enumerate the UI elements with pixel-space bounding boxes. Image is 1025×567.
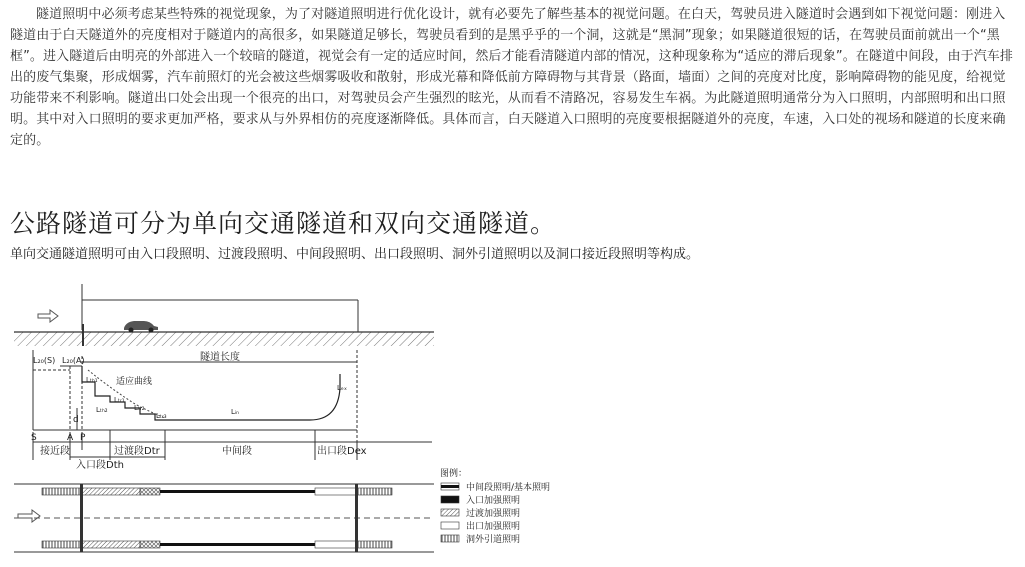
label-segment-transition: 过渡段Dtr [114,446,160,457]
legend-title: 图例： [440,469,468,479]
tunnel-profile [14,284,434,346]
intro-paragraph: 隧道照明中必须考虑某些特殊的视觉现象，为了对隧道照明进行优化设计，就有必要先了解些基本的视觉问题。在白天，驾驶员进入隧道时会遇到如下视觉问题：刚进入隧道由于白天隧道外的亮度相对于隧道内的高很多，如果隧道足够长，驾驶员看到的是黑乎乎的一个洞，这就是“黑洞”现象；如果隧道很短的话，在驾驶员面前就出一个“黑框”。进入隧道后由明亮的外部进入一个较暗的隧道，视觉会有一定的适应时间，然后才能看清隧道内部的情况，这种现象称为“适应的滞后现象”。在隧道中间段，由于汽车排出的废气集聚，形成烟雾，汽车前照灯的光会被这些烟雾吸收和散射，形成光幕和降低前方障碍物与其背景（路面，墙面）之间的亮度对比度，影响障碍物的能见度，给视觉功能带来不利影响。隧道出口处会出现一个很亮的出口，对驾驶员会产生强烈的眩光，从而看不清路况，容易发生车祸。为此隧道照明通常分为入口照明，内部照明和出口照明。其中对入口照明的要求更加严格，要求从与外界相仿的亮度逐渐降低。具体而言，白天隧道入口照明的亮度要根据隧道外的亮度，车速，入口处的视场和隧道的长度来确定的。 [10,7,1014,148]
car-icon [124,321,158,333]
plan-direction-arrow-icon [18,510,40,522]
label-tunnel-length: 隧道长度 [200,352,240,363]
legend-item-transition: 过渡加强照明 [466,509,521,519]
luminance-graph [33,350,432,460]
section-subline: 单向交通隧道照明可由入口段照明、过渡段照明、中间段照明、出口段照明、洞外引道照明以及洞口接近段照明等构成。 [10,247,700,262]
label-lex: Lₑₓ [337,384,347,392]
section-heading: 公路隧道可分为单向交通隧道和双向交通隧道。 [10,209,557,238]
legend-item-middle: 中间段照明/基本照明 [466,483,551,493]
label-l20a: L₂₀(A) [62,356,85,365]
label-point-p: P [80,433,86,443]
label-point-s: S [31,433,37,443]
legend-item-exit: 出口加强照明 [466,522,521,532]
label-adapt-curve: 适应曲线 [116,377,153,387]
label-d: d [73,415,79,425]
road-plan-view [14,484,434,552]
label-segment-approach: 接近段 [40,446,70,457]
label-lin: Lᵢₙ [231,408,239,416]
tunnel-lighting-diagram [0,270,1025,567]
label-segment-entrance: 入口段Dth [76,460,124,471]
label-point-a: A [67,433,74,443]
label-segment-middle: 中间段 [222,446,252,457]
legend-item-approach-road: 洞外引道照明 [466,535,521,545]
label-lth2: Lₜₕ₂ [96,406,108,414]
label-ltr2: Lₜᵣ₂ [134,404,145,412]
label-ltr1: Lₜᵣ₁ [114,396,125,404]
traffic-direction-arrow-icon [38,310,58,322]
label-l20s: L₂₀(S) [33,356,56,365]
label-lth1: Lₜₕ₁ [86,376,98,384]
label-segment-exit: 出口段Dex [317,446,367,457]
legend-item-entrance: 入口加强照明 [466,496,521,506]
legend [440,467,550,545]
label-ltr3: Lₜᵣ₃ [156,412,167,420]
